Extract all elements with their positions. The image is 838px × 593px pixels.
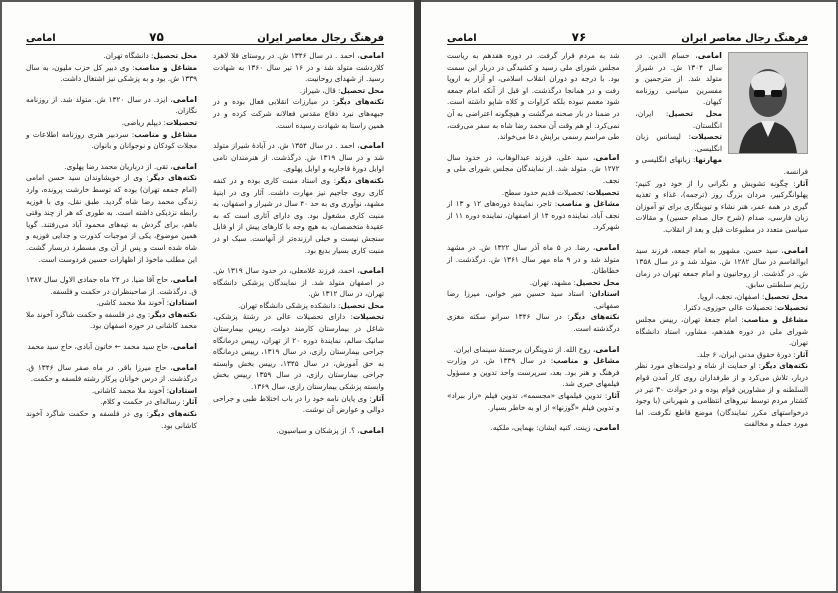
entry-heading: [213, 50, 384, 85]
field-label: آثار: [607, 391, 620, 401]
entry-field: [26, 408, 197, 431]
field-value: : اصفهان، نجف، اروپا.: [697, 291, 765, 301]
entry-heading: [447, 152, 620, 187]
field-label: استادان: [169, 298, 197, 308]
entry-name: امامی: [697, 50, 722, 60]
entry-field: [447, 187, 620, 199]
left-running-head: فرهنگ رجال معاصر ایران: [257, 33, 384, 44]
entry-heading: [447, 50, 620, 143]
field-value: : وی در فلسفه و حکمت شاگرد آخوند کاشانی بود.: [26, 409, 197, 430]
field-label: مشاغل و مناصب: [553, 356, 620, 366]
entry-heading: [26, 362, 197, 385]
field-label: نکته‌های دیگر: [148, 173, 197, 183]
field-label: محل تحصیل: [153, 51, 197, 60]
dictionary-entry: [213, 265, 384, 416]
field-value: : ایران، انگلستان.: [635, 108, 722, 130]
field-label: آثار: [795, 349, 808, 359]
left-page-right-column: [213, 50, 384, 445]
right-page-header: [447, 26, 808, 45]
entry-heading: [447, 344, 620, 356]
right-page: [421, 2, 836, 591]
entry-heading: [213, 265, 384, 300]
entry-text: ، حسام الدین. در سال ۱۳۰۴ ش. در شیراز متولد شد. از مترجمین و مفسرین سیاسی روزنامه کیهان.: [635, 51, 722, 107]
entry-field: [636, 178, 809, 236]
entry-heading: [213, 140, 384, 175]
field-value: : دانشکده پزشکی دانشگاه تهران.: [237, 300, 341, 310]
field-value: : در مبارزات انقلابی فعال بوده و در جبهه‌های نبرد دفاع مقدس فعالانه شرکت کرده و در همین راستا به شهادت رسیده است.: [213, 97, 384, 130]
entry-heading: [213, 425, 384, 437]
field-label: تحصیلات: [165, 117, 197, 127]
entry-field: [213, 311, 384, 392]
entry-heading: [447, 242, 620, 277]
field-label: تکته‌های دیگر: [335, 97, 384, 107]
entry-text: ، ؟. از پزشکان و سیاسیون.: [276, 425, 360, 435]
entry-name: امامی: [172, 160, 197, 171]
field-label: استادان: [591, 289, 620, 299]
entry-field: [447, 198, 620, 233]
right-page-number: ۷۶: [571, 30, 587, 44]
field-label: نکته‌های دیگر: [148, 409, 197, 419]
entry-field: [26, 297, 197, 309]
field-value: : استاد سید حسین میر خوانی، میرزا رضا صفهانی.: [447, 289, 620, 310]
entry-text: ، سید حسن. مشهور به امام جمعه، فرزند سید ابوالقاسم در سال ۱۲۸۲ ش. متولد شد و در سال ۱۳۵۸ ش. در گذشت. از روحانیون و امام جمعه تهران در زمان رژیم سلطنتی سابق.: [635, 245, 808, 290]
entry-text: ، سید علی. فرزند عبدالوهاب، در حدود سال ۱۲۷۲ ش. متولد شد. از نمایندگان مجلس شورای ملی و نجف.: [447, 152, 620, 185]
field-value: : وی پایان نامه خود را در باب اختلاط طبی و جراحی دوالی و عوارض آن نوشت.: [213, 393, 384, 415]
dictionary-entry: [447, 152, 620, 233]
field-value: : تدوین فیلمهای «مجسمه»، تدوین فیلم «راز ببراد» و تدوین فیلم «گوزنها» از او به خاطر بسیار.: [447, 391, 620, 412]
field-value: : قال، شیراز.: [299, 85, 341, 95]
entry-field: [26, 117, 197, 129]
field-value: : آخوند ملا محمد کاشانی.: [91, 385, 170, 395]
entry-field: [213, 175, 384, 256]
field-label: مشاغل و مناصب: [743, 315, 809, 325]
dictionary-entry: [26, 50, 197, 85]
field-value: : مشهد، تهران.: [529, 277, 576, 287]
field-label: محل تحصیل: [340, 85, 384, 95]
entry-heading: [26, 274, 197, 297]
entry-name: امامی: [172, 93, 198, 104]
entry-heading: [636, 245, 809, 291]
field-value: : امام جمعهٔ تهران، رییس مجلس شورای ملی در دوره هفدهم، مشاور، استاد دانشگاه تهران.: [635, 315, 808, 348]
dictionary-entry: [447, 242, 620, 335]
left-side-label: امامی: [26, 33, 56, 44]
left-page-header: [26, 26, 384, 45]
entry-field: [26, 396, 197, 408]
right-page-right-column: [636, 50, 809, 443]
field-label: مهارتها: [695, 155, 722, 165]
dictionary-entry: [213, 425, 384, 437]
entry-field: [26, 172, 197, 265]
field-label: مشاغل و مناصب: [557, 199, 620, 209]
field-value: : دانشگاه تهران.: [103, 51, 154, 60]
right-page-left-column: [447, 50, 620, 443]
entry-field: [26, 62, 197, 85]
entry-field: [26, 309, 197, 332]
field-value: : دارای تحصیلات عالی در رشتهٔ پزشکی، شاغل در بیمارستان کارمند دولت، رییس بیمارستان سانیک سالم، نمایندهٔ دوره ۲۰ از تهران، رییس درمانگاه جراحی بیمارستان رازی، در سال ۱۳۱۹، رییس درمانگاه به حق آموزش، در سال ۱۳۴۵، رییس بخش وابسته جراحی بیمارستان رازی، در سال ۱۳۵۹ رییس بخش وابسته پزشکی بیمارستان رازی، سال ۱۳۶۹.: [213, 312, 385, 392]
book-gutter: [414, 0, 421, 593]
entry-name: امامی: [359, 424, 384, 435]
entry-field: [447, 311, 620, 334]
entry-text: شد به مردم قرار گرفت. در دوره هفدهم به ریاست مجلس شورای ملی رسید و کشیدگی در دربار این سمت بود. با درجه دو دوران انقلاب اسلامی، او آزار به اروپا رفت و در همانجا درگذشت. او قبل از آنکه امام جمعه شود معمم نبوده بلکه کراوات و کلاه شاپو داشته است. در ضمنا در بار صحنه مرگشت و هیچگونه اعتراضی به آن نمی‌کرد. او هم وقت آن محمد رضا شاه به سفر می‌رفت، طی مراسم رسمی برایش دعا می‌خواند.: [447, 51, 620, 142]
entry-field: [636, 291, 809, 303]
field-label: محل تحصیل: [764, 291, 808, 301]
entry-text: ، روح الله. از تدوینگران برجستهٔ سینمای ایران.: [453, 344, 596, 354]
entry-field: [447, 288, 620, 311]
dictionary-entry: [447, 422, 620, 434]
field-label: نکته‌های دیگر: [760, 361, 808, 371]
entry-text: ، احمد . در سال ۱۳۴۶ ش. در روستای قلا لاهرد کلاردشت متولد شد و در ۱۶ تیر سال ۱۳۶۰ به شهادت رسید. از شهدای روحانیت.: [213, 51, 385, 84]
entry-text: ، تقی. از درباریان محمد رضا پهلوی.: [64, 161, 173, 171]
dictionary-entry: [26, 274, 197, 332]
field-value: : تاجر، نمایندهٔ دوره‌های ۱۲ و ۱۳ از نجف آباد، نماینده دوره ۱۴ از اصفهان، نماینده دوره ۱۱ از شهرکرد.: [447, 199, 620, 232]
entry-name: امامی: [359, 140, 384, 151]
left-page-number: ۷۵: [149, 30, 164, 44]
field-label: استادان: [169, 385, 197, 395]
entry-text: ، احمد، فرزند غلامعلی، در حدود سال ۱۳۱۹ ش. در اصفهان متولد شد. از نمایندگان پزشکی دانشگاه تهران، در سال ۱۳۱۲ ش.: [213, 266, 384, 299]
entry-field: [636, 314, 809, 349]
field-label: تحصیلات: [588, 187, 620, 197]
field-label: محل تحصیل: [340, 300, 384, 310]
entry-field: [26, 385, 197, 397]
entry-name: امامی: [595, 343, 620, 354]
field-value: : آخوند ملا محمد کاشی.: [96, 298, 170, 308]
entry-field: [636, 302, 809, 314]
entry-field: [636, 360, 809, 430]
field-label: نکته‌های دیگر: [150, 309, 197, 319]
field-value: : تحصیلات عالی حوزوی، دکترا.: [683, 303, 777, 313]
field-label: محل تحصیل: [668, 108, 722, 118]
field-value: : در سال ۱۳۳۹ ش. در وزارت فرهنگ و هنر بود. بعد، سرپرست واحد تدوین و مسؤول فیلمهای خبری شد.: [447, 356, 620, 389]
field-label: نکته‌های دیگر: [569, 312, 620, 322]
field-value: : وی در فلسفه و حکمت شاگرد آخوند ملا محمد کاشانی در حوزه اصفهان بود.: [26, 309, 197, 331]
entry-text: ، زینت. کنیه ایشان: بهمایی، ملکیه.: [490, 423, 596, 433]
entry-name: امامی: [595, 151, 620, 162]
field-value: : تحصیلات قدیم حدود سطح.: [501, 187, 589, 197]
field-label: مشاغل و مناصب: [134, 129, 197, 139]
entry-heading: [26, 341, 197, 353]
field-label: آثار: [795, 178, 808, 188]
field-label: تحصیلات: [776, 303, 808, 313]
entry-heading: [447, 422, 620, 434]
entry-field: [26, 50, 197, 62]
entry-text: ، احمد . در سال ۱۳۵۴ ش. در آبادهٔ شیراز متولد شد و در سال ۱۳۱۹ ش. درگذشت. از هنرمندان نامی اوایل دورهٔ قاجاریه و اوایل پهلوی.: [213, 141, 384, 174]
field-value: : لیسانس زبان انگلیسی.: [635, 132, 722, 153]
right-running-head: فرهنگ رجال معاصر ایران: [681, 33, 808, 44]
field-value: : سردبیر هنری روزنامه اطلاعات و مجلات کودکان و نوجوانان و بانوان.: [26, 129, 197, 151]
entry-field: [26, 129, 197, 152]
field-value: : چگونه تشویش و نگرانی را از خود دور کنیم؛ پهلوانگرکبیر، مردان بزرگ روز (ترجمه)، غذاء و تغذیه گیری در همه عمر، هنر نشاء و تیوینگاری برای تو آموزان زبان فارسی، صدام (شرح حال صدام حسین) و مقالات سیاسی متعدد در مطبوعات قبل و بعد از انقلاب.: [635, 178, 808, 234]
entry-field: [213, 96, 384, 131]
entry-text: ، حاج میرزا باقر. در ماه صفر سال ۱۳۴۶ ق. درگذشت. از درس خوانان پرکار رشته فلسفه و حکمت.: [26, 362, 197, 384]
entry-text: ، حاج آقا ضیا. در ۲۴ ماه جمادی الاول سال ۱۳۸۷ ق. درگذشت. از صاحبنظران در حکمت و فلسفه.: [26, 275, 197, 296]
field-label: تحصیلات: [352, 312, 384, 322]
entry-name: امامی: [172, 341, 197, 352]
dictionary-entry: [213, 50, 384, 131]
entry-field: [213, 85, 384, 97]
dictionary-entry: [213, 140, 384, 256]
entry-field: [447, 277, 620, 289]
entry-name: امامی: [783, 244, 808, 255]
dictionary-entry: [636, 245, 809, 431]
field-value: : در سال ۱۳۴۶ سرانو سکته مغزی درگذشته است.: [447, 312, 620, 334]
entry-field: [636, 154, 809, 177]
portrait-photo-icon: [728, 52, 808, 154]
dictionary-entry: [447, 50, 620, 143]
entry-text: ، رضا. در ۵ ماه آذر سال ۱۳۲۲ ش. در مشهد متولد شد و در ۹ ماه مهر سال ۱۳۶۱ ش. درگذشت. از خطاطان.: [447, 242, 620, 276]
entry-text: ، ایزد. در سال ۱۳۲۰ ش. متولد شد. از روزنامه نگاران.: [26, 94, 197, 116]
field-label: محل تحصیل: [575, 277, 620, 287]
field-value: : دورهٔ حقوق مدنی ایران، ۶ جلد.: [696, 349, 796, 359]
dictionary-entry: [447, 344, 620, 414]
entry-field: [213, 300, 384, 312]
entry-name: امامی: [595, 241, 620, 252]
field-value: : رساله‌ای در حکمت و کلام.: [100, 397, 185, 407]
entry-field: [447, 355, 620, 390]
dictionary-entry: [26, 161, 197, 265]
field-value: : وی از خویشاوندان سید حسن امامی (امام جمعه تهران) بوده که توسط خارشت پرونده، وارد زندگی محمد رضا شاه گردید. طبق نقل، وی با فوزیه رابطه نزدیکی داشته است. به طوری که هر از چند وقتی باهم، برای گردش به تپه‌های محمود آباد می‌رفتند. گویا همین موضوع، یکی از موجبات کدورت و جدایی فوزیه و شاه شده است و پس از آن وی مسطرد دربسار گشت. این مطلب ماخوذ از اظهارات حسین فردوست است.: [26, 173, 197, 264]
left-page-columns: [26, 50, 384, 445]
entry-field: [213, 393, 384, 416]
field-value: : زبانهای انگلیسی و فرانسه.: [635, 155, 808, 176]
field-value: : وی دبیر کل حزب ملیون، به سال ۱۳۳۹ ش. بود و به پزشکی نیز اشتغال داشت.: [26, 62, 197, 84]
field-label: نکته‌های دیگر: [336, 175, 384, 185]
field-value: : دیپلم ریاضی.: [121, 117, 166, 127]
entry-name: امامی: [359, 265, 384, 276]
entry-heading: [26, 161, 197, 173]
dictionary-entry: [26, 341, 197, 353]
entry-name: امامی: [595, 422, 620, 433]
field-label: آثار: [184, 397, 197, 407]
field-label: تحصیلات: [690, 132, 722, 142]
entry-name: امامی: [172, 361, 197, 372]
field-label: مشاغل و مناصب: [134, 62, 197, 72]
entry-field: [447, 390, 620, 413]
entry-name: امامی: [172, 274, 197, 285]
entry-heading: [26, 94, 197, 117]
dictionary-entry: [26, 94, 197, 152]
entry-field: [636, 349, 809, 361]
dictionary-entry: [26, 362, 197, 432]
field-label: آثار: [371, 393, 384, 403]
field-value: : وی استاد منبت کاری بوده و در کنفه کاری روی جاجیم نیز مهارت داشت. آثار وی در ابنیهٔ مشهد، نوآوری وی به حد ۴۰ سال در شیراز و اصفهان، به منبت کاری مشغول بود. وی دارای آثاری است که به عقیدهٔ متخصصان، به هیچ وجه با کارهای پیش از او قابل سنجش نیست و خیلی ارزنده‌تر از آنهاست. سبک او در منبت کاری بسیار بدیع بود.: [213, 175, 385, 255]
right-page-columns: [447, 50, 808, 443]
entry-name: امامی: [359, 50, 384, 60]
right-side-label: امامی: [447, 33, 477, 44]
left-page-left-column: [26, 50, 197, 445]
field-value: : او حمایت از شاه و دولت‌های مورد نظر دربار، تلاش می‌کرد و از طرفداران روی کار آمدن قوام السلطنه و از مشاورین قوام بوده و در حوادث ۳۰ تیر در کشتار مردم توسط نیروهای انتظامی و شهربانی (با وجود درخواستهای مکرر نمایندگان) موضع قاطع نگرفت. اما مورد حمله و مخالفت: [635, 361, 809, 429]
left-page: [2, 2, 414, 591]
entry-text: ، حاج سید محمد ← خاتون آبادی، حاج سید محمد: [27, 342, 173, 352]
